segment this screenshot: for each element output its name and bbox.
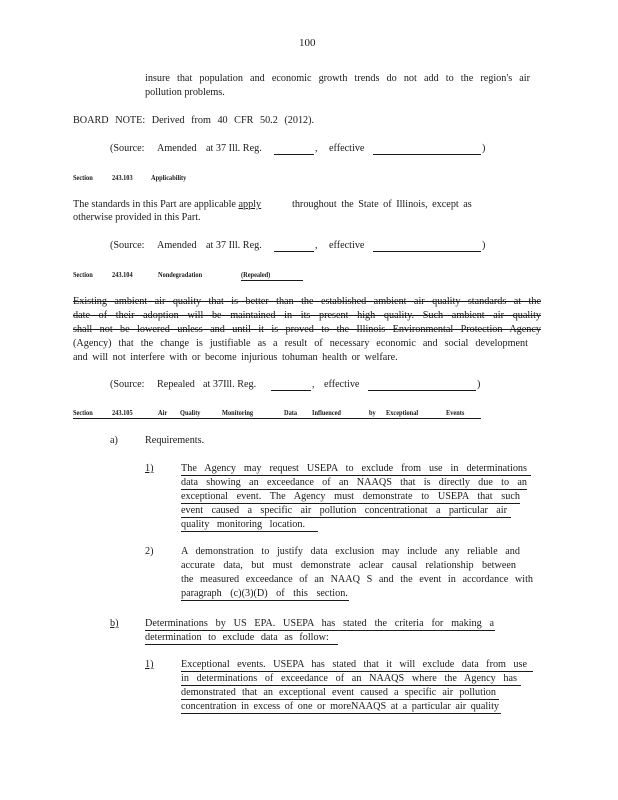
- item-a1-line: quality monitoring location.: [181, 519, 306, 530]
- insertion-underline: [181, 713, 501, 714]
- subsection-b-line-1: Determinations by US EPA. USEPA has stated the criteria for making a: [145, 618, 494, 629]
- item-a2-line: accurate data, but must demonstrate aclear causal relationship between: [181, 560, 516, 571]
- intro-line-2: pollution problems.: [145, 87, 225, 98]
- subsection-b-line-2: determination to exclude data as follow:: [145, 632, 329, 643]
- effective-date-blank: [373, 251, 481, 252]
- page-number: 100: [299, 37, 316, 49]
- item-b1-line: concentration in excess of one or moreNAAQS at a particular air quality: [181, 701, 499, 712]
- item-a2-line: the measured exceedance of an NAAQ S and the event in accordance with: [181, 574, 533, 585]
- subsection-a-title: Requirements.: [145, 435, 205, 446]
- insertion-underline: [181, 685, 521, 686]
- section-103-line-2: otherwise provided in this Part.: [73, 212, 201, 223]
- effective-date-blank: [368, 390, 476, 391]
- source-effective: effective: [329, 143, 365, 154]
- board-note: BOARD NOTE: Derived from 40 CFR 50.2 (2012).: [73, 115, 315, 126]
- item-a1-line: exceptional event. The Agency must demonstrate to USEPA that such: [181, 491, 520, 502]
- insertion-underline: [145, 630, 495, 631]
- title-word: Quality: [180, 408, 201, 417]
- source-effective: effective: [324, 379, 360, 390]
- item-a1-marker: 1): [145, 463, 154, 474]
- source-prefix: (Source:: [110, 143, 145, 154]
- section-title: Nondegradation: [158, 270, 203, 279]
- insertion-underline: [181, 489, 527, 490]
- insertion-underline: [181, 699, 499, 700]
- source-reg: at 37Ill. Reg.: [203, 379, 257, 390]
- source-comma: ,: [315, 240, 318, 251]
- source-action: Amended: [157, 143, 197, 154]
- insertion-underline: [145, 644, 338, 645]
- item-a1-line: The Agency may request USEPA to exclude from use in determinations: [181, 463, 527, 474]
- section-104-struck-line-1: Existing ambient air quality that is better than the established ambient air quality standards at the: [73, 296, 541, 307]
- insertion-underline: [181, 531, 318, 532]
- source-close: ): [482, 143, 486, 154]
- section-status: (Repealed): [241, 270, 271, 279]
- section-title: Applicability: [151, 173, 187, 182]
- source-prefix: (Source:: [110, 240, 145, 251]
- section-number: 243.104: [112, 270, 133, 279]
- insertion-underline: [181, 475, 531, 476]
- item-b1-line: Exceptional events. USEPA has stated that it will exclude data from use: [181, 659, 527, 670]
- insertion-underline: [181, 517, 511, 518]
- section-103-text-a: The standards in this Part are applicable: [73, 199, 236, 210]
- reg-page-blank: [274, 154, 314, 155]
- item-b1-line: in determinations of exceedance of an NAAQS where the Agency has: [181, 673, 517, 684]
- effective-date-blank: [373, 154, 481, 155]
- insertion-underline: [181, 671, 533, 672]
- section-104-struck-line-2: date of their adoption will be maintained in its present high quality. Such ambient air quality: [73, 310, 541, 321]
- source-comma: ,: [312, 379, 315, 390]
- title-word: Influenced: [312, 408, 341, 417]
- intro-line-1: insure that population and economic growth trends do not add to the region's air: [145, 73, 530, 84]
- source-reg: at 37 Ill. Reg.: [206, 143, 262, 154]
- insertion-underline: [181, 600, 349, 601]
- status-underline: [241, 280, 303, 281]
- section-number: 243.105: [112, 408, 133, 417]
- title-word: Exceptional: [386, 408, 419, 417]
- item-a2-line: paragraph (c)(3)(D) of this section.: [181, 588, 348, 599]
- source-action: Repealed: [157, 379, 195, 390]
- section-104-struck-line-3: shall not be lowered unless and until it is proved to the Illinois Environmental Protection Agency: [73, 324, 541, 335]
- subsection-b-marker: b): [110, 618, 119, 629]
- title-word: Events: [446, 408, 465, 417]
- item-a2-line: A demonstration to justify data exclusion may include any reliable and: [181, 546, 520, 557]
- source-close: ): [477, 379, 481, 390]
- source-comma: ,: [315, 143, 318, 154]
- reg-page-blank: [271, 390, 311, 391]
- section-104-line-5: and will not interfere with or become injurious tohuman health or welfare.: [73, 352, 398, 363]
- source-close: ): [482, 240, 486, 251]
- section-104-line-4: (Agency) that the change is justifiable as a result of necessary economic and social development: [73, 338, 528, 349]
- item-a2-marker: 2): [145, 546, 154, 557]
- reg-page-blank: [274, 251, 314, 252]
- source-prefix: (Source:: [110, 379, 145, 390]
- source-effective: effective: [329, 240, 365, 251]
- heading-underline: [73, 418, 481, 419]
- item-a1-line: event caused a specific air pollution concentrationat a particular air: [181, 505, 507, 516]
- section-103-text-b: throughout the State of Illinois, except as: [292, 199, 472, 210]
- title-word: Monitoring: [222, 408, 254, 417]
- item-a1-line: data showing an exceedance of an NAAQS that is directly due to an: [181, 477, 527, 488]
- source-action: Amended: [157, 240, 197, 251]
- insertion-underline: [181, 503, 520, 504]
- section-label: Section: [73, 408, 93, 417]
- section-103-replaced-word: apply: [238, 199, 262, 210]
- source-reg: at 37 Ill. Reg.: [206, 240, 262, 251]
- title-word: Air: [158, 408, 168, 417]
- section-103-line-1: [73, 198, 261, 212]
- subsection-a-marker: a): [110, 435, 118, 446]
- item-b1-line: demonstrated that an exceptional event caused a specific air pollution: [181, 687, 496, 698]
- title-word: by: [369, 408, 376, 417]
- section-label: Section: [73, 173, 93, 182]
- section-number: 243.103: [112, 173, 133, 182]
- item-b1-marker: 1): [145, 659, 154, 670]
- section-label: Section: [73, 270, 93, 279]
- title-word: Data: [284, 408, 298, 417]
